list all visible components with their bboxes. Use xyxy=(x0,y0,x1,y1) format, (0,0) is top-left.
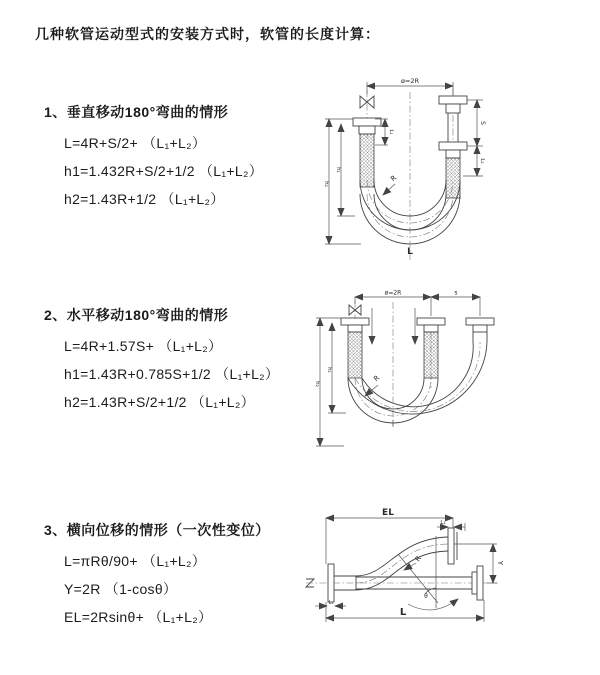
hose-arcs xyxy=(348,342,487,427)
curved-hose xyxy=(356,537,448,590)
el-dim-label: EL xyxy=(382,508,394,518)
centerline xyxy=(306,579,498,587)
width-dim-label: ø=2R xyxy=(400,77,420,85)
section-2-heading: 2、水平移动180°弯曲的情形 xyxy=(44,307,229,323)
diagram-lateral-displacement xyxy=(298,506,600,644)
radius-callout xyxy=(383,174,398,195)
page-title: 几种软管运动型式的安装方式时，软管的长度计算： xyxy=(35,26,380,42)
section-3-formula-L: L=πRθ/90+ （L₁+L₂） xyxy=(64,553,207,569)
upper-flange xyxy=(448,528,457,564)
fitting-left-dim-label: L₁ xyxy=(388,129,394,135)
h2-dim-label: h₂ xyxy=(323,181,329,187)
section-1-formula-h1: h1=1.432R+S/2+1/2 （L₁+L₂） xyxy=(64,163,264,179)
section-1-formula-L: L=4R+S/2+ （L₁+L₂） xyxy=(64,135,207,151)
theta-label: θ xyxy=(424,593,428,600)
width-dim-label: ø=2R xyxy=(384,289,402,297)
bottom-dimensions xyxy=(315,600,484,622)
section-1-formula-h2: h2=1.43R+1/2 （L₁+L₂） xyxy=(64,191,225,207)
stroke-dim-label: s xyxy=(454,289,458,297)
height-dimensions xyxy=(314,318,346,446)
right-dimensions xyxy=(463,100,486,176)
radius-callout xyxy=(365,374,381,396)
top-dimension xyxy=(355,290,480,317)
y-dim-label: Y xyxy=(496,560,504,566)
right-flange xyxy=(472,566,483,600)
section-2-formula-h2: h2=1.43R+S/2+1/2 （L₁+L₂） xyxy=(64,394,255,410)
diagram-horizontal-bend xyxy=(308,288,600,456)
section-2-formula-L: L=4R+1.57S+ （L₁+L₂） xyxy=(64,338,223,354)
radius-label: R xyxy=(413,554,424,564)
left-fitting xyxy=(353,118,394,187)
length-label: L xyxy=(407,247,413,257)
h2-dim-label: h₂ xyxy=(314,381,320,387)
section-3-formula-EL: EL=2Rsinθ+ （L₁+L₂） xyxy=(64,609,213,625)
section-3-heading: 3、横向位移的情形（一次性变位） xyxy=(44,522,270,538)
el-dimension xyxy=(326,508,453,564)
section-3-formula-Y: Y=2R （1-cosθ） xyxy=(64,581,178,597)
h1-dim-label: h₁ xyxy=(326,367,332,373)
diagram-vertical-bend xyxy=(315,72,595,267)
fitting-right-dim-label: L₂ xyxy=(479,158,485,164)
height-dimensions xyxy=(323,119,361,244)
section-1-heading: 1、垂直移动180°弯曲的情形 xyxy=(44,104,229,120)
section-2-formula-h1: h1=1.43R+0.785S+1/2 （L₁+L₂） xyxy=(64,366,280,382)
length-label: L xyxy=(399,607,407,618)
radius-label: R xyxy=(372,373,382,384)
stroke-dim-label: S xyxy=(479,121,486,125)
middle-fitting xyxy=(417,318,445,378)
fitting-top-dim-label: L₁ xyxy=(440,520,446,526)
small-arrows xyxy=(372,308,415,344)
left-fitting xyxy=(341,318,369,378)
h1-dim-label: h₁ xyxy=(335,167,341,173)
radius-label: R xyxy=(389,173,399,184)
fitting-bottom-dim-label: L₁ xyxy=(328,600,334,606)
right-fitting xyxy=(466,318,494,342)
